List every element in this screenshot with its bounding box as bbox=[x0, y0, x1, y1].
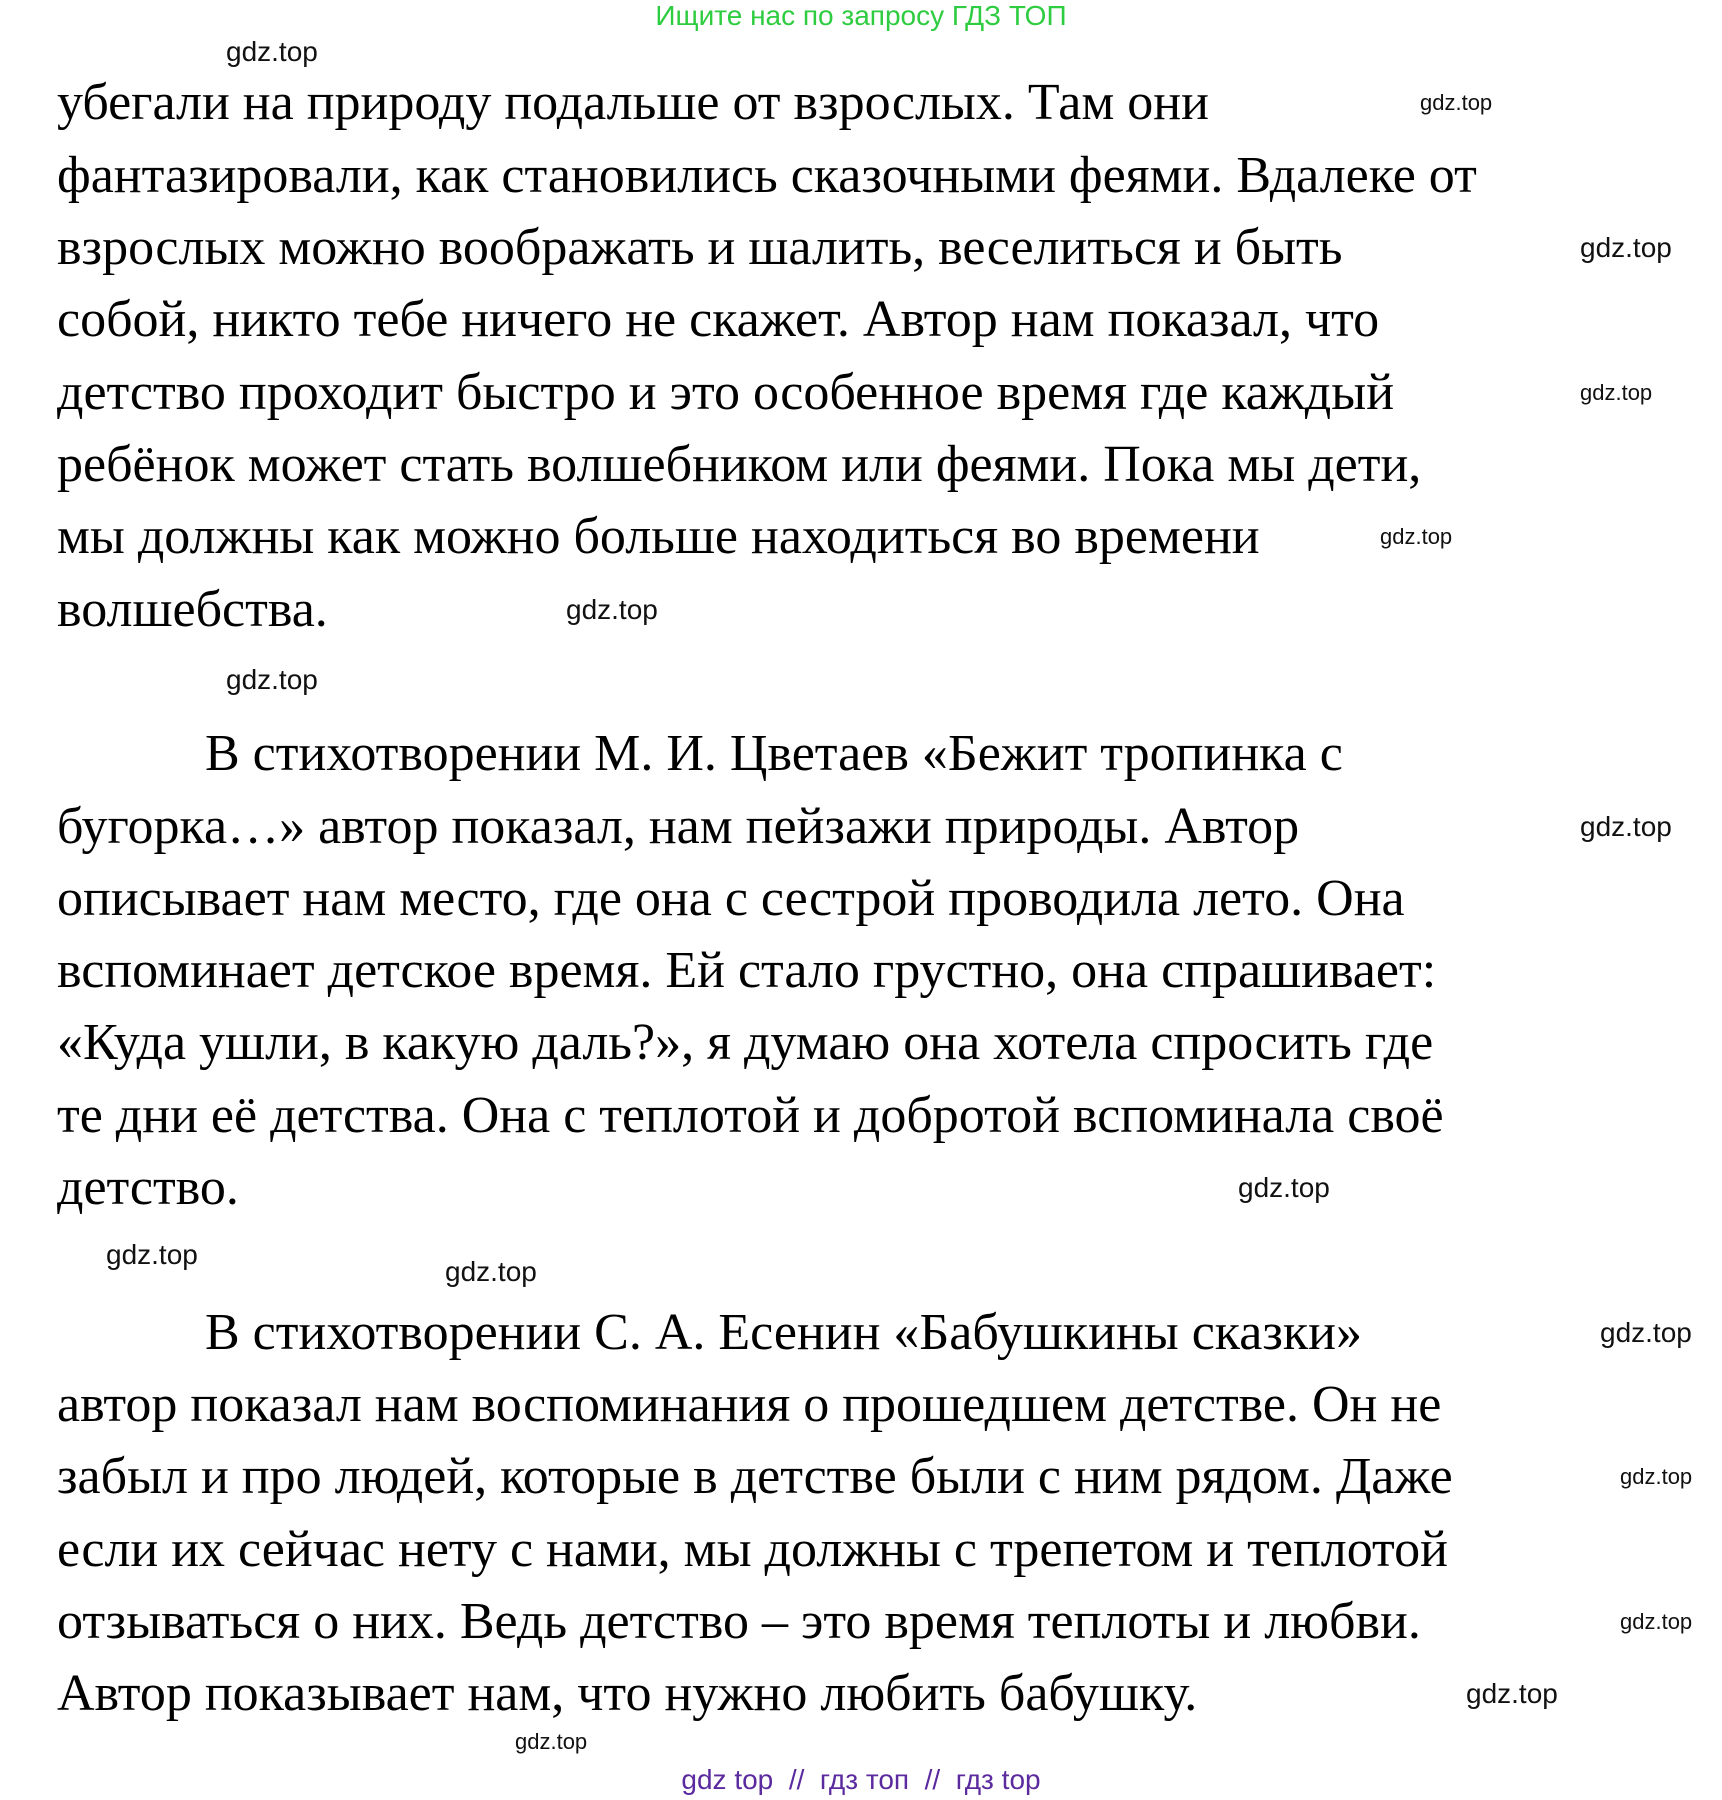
text-line: Автор показывает нам, что нужно любить бабушку. bbox=[57, 1665, 1198, 1722]
watermark: gdz.top bbox=[1620, 1464, 1693, 1489]
text-line: детство проходит быстро и это особенное время где каждый bbox=[57, 364, 1395, 421]
watermark: gdz.top bbox=[1580, 380, 1653, 405]
watermark: gdz.top bbox=[1580, 811, 1672, 842]
watermark: gdz.top bbox=[226, 36, 318, 67]
text-line: автор показал нам воспоминания о прошедшем детстве. Он не bbox=[57, 1376, 1442, 1433]
watermark: gdz.top bbox=[1466, 1678, 1558, 1709]
text-line: ребёнок может стать волшебником или феями. Пока мы дети, bbox=[57, 436, 1422, 493]
watermark: gdz.top bbox=[1238, 1172, 1330, 1203]
text-line: вспоминает детское время. Ей стало грустно, она спрашивает: bbox=[57, 942, 1437, 999]
watermark: gdz.top bbox=[226, 664, 318, 695]
text-line: описывает нам место, где она с сестрой проводила лето. Она bbox=[57, 870, 1405, 927]
text-line: В стихотворении С. А. Есенин «Бабушкины сказки» bbox=[205, 1304, 1362, 1361]
text-line: волшебства. bbox=[57, 581, 328, 638]
text-line: если их сейчас нету с нами, мы должны с трепетом и теплотой bbox=[57, 1521, 1448, 1578]
watermark: gdz.top bbox=[1380, 524, 1453, 549]
watermark: gdz.top bbox=[566, 594, 658, 625]
text-line: отзываться о них. Ведь детство – это время теплоты и любви. bbox=[57, 1593, 1421, 1650]
text-line: фантазировали, как становились сказочными феями. Вдалеке от bbox=[57, 147, 1477, 204]
text-line: детство. bbox=[57, 1159, 239, 1216]
watermark: gdz.top bbox=[445, 1256, 537, 1287]
watermark: gdz.top bbox=[515, 1729, 588, 1754]
watermark: gdz.top bbox=[1600, 1317, 1692, 1348]
watermark: gdz.top bbox=[1620, 1609, 1693, 1634]
watermark: gdz.top bbox=[1420, 90, 1493, 115]
text-line: мы должны как можно больше находиться во времени bbox=[57, 508, 1260, 565]
footer-banner: gdz top // гдз топ // гдз top bbox=[681, 1764, 1041, 1795]
text-line: взрослых можно воображать и шалить, веселиться и быть bbox=[57, 219, 1343, 276]
text-line: бугорка…» автор показал, нам пейзажи природы. Автор bbox=[57, 798, 1300, 855]
text-line: убегали на природу подальше от взрослых. Там они bbox=[57, 74, 1209, 131]
text-line: собой, никто тебе ничего не скажет. Автор нам показал, что bbox=[57, 291, 1380, 348]
watermark: gdz.top bbox=[1580, 232, 1672, 263]
text-line: забыл и про людей, которые в детстве были с ним рядом. Даже bbox=[57, 1448, 1453, 1505]
text-line: В стихотворении М. И. Цветаев «Бежит тропинка с bbox=[205, 725, 1343, 782]
header-banner: Ищите нас по запросу ГДЗ ТОП bbox=[655, 0, 1067, 31]
text-line: те дни её детства. Она с теплотой и добротой вспоминала своё bbox=[57, 1087, 1444, 1144]
text-line: «Куда ушли, в какую даль?», я думаю она хотела спросить где bbox=[57, 1014, 1434, 1071]
watermark: gdz.top bbox=[106, 1239, 198, 1270]
